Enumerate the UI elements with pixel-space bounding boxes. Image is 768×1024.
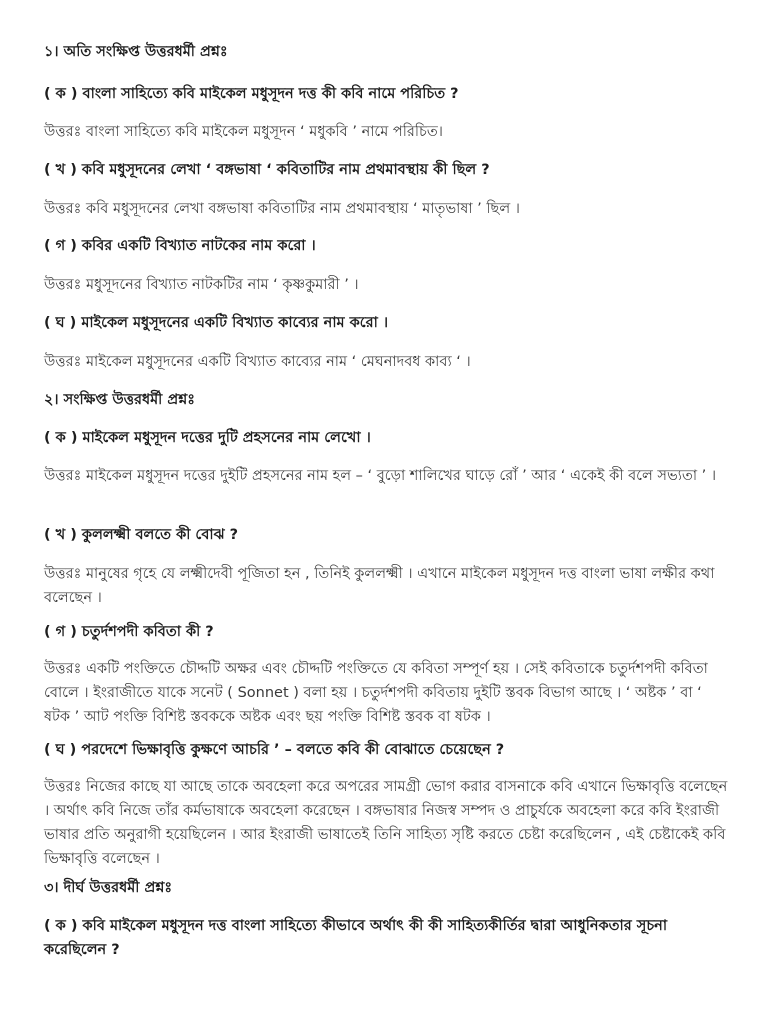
question-3-ka: ( ক ) কবি মাইকেল মধুসূদন দত্ত বাংলা সাহিত্যে কীভাবে অর্থাৎ কী কী সাহিত্যকীর্তির দ্বারা আধুনিকতার সূচনা করেছিলেন ? <box>44 918 668 958</box>
question-1-gha: ( ঘ ) মাইকেল মধুসূদনের একটি বিখ্যাত কাব্যের নাম করো । <box>44 315 389 331</box>
question-1-ga: ( গ ) কবির একটি বিখ্যাত নাটকের নাম করো । <box>44 238 316 254</box>
question-2-kha: ( খ ) কুললক্ষ্মী বলতে কী বোঝ ? <box>44 527 239 543</box>
question-1-kha: ( খ ) কবি মধুসূদনের লেখা ‘ বঙ্গভাষা ‘ কবিতাটির নাম প্রথমাবস্থায় কী ছিল ? <box>44 162 490 178</box>
question-1-ka: ( ক ) বাংলা সাহিত্যে কবি মাইকেল মধুসূদন দত্ত কী কবি নামে পরিচিত ? <box>44 86 459 102</box>
question-2-gha: ( ঘ ) পরদেশে ভিক্ষাবৃত্তি কুক্ষণে আচরি ’ – বলতে কবি কী বোঝাতে চেয়েছেন ? <box>44 742 505 758</box>
answer-2-ka: উত্তরঃ মাইকেল মধুসূদন দত্তের দুইটি প্রহসনের নাম হল – ‘ বুড়ো শালিখের ঘাড়ে রোঁ ’ আর ‘ একেই কী বলে সভ্যতা ’ । <box>44 468 717 484</box>
question-2-ka: ( ক ) মাইকেল মধুসূদন দত্তের দুটি প্রহসনের নাম লেখো । <box>44 430 371 446</box>
answer-2-gha: উত্তরঃ নিজের কাছে যা আছে তাকে অবহেলা করে অপরের সামগ্রী ভোগ করার বাসনাকে কবি এখানে ভিক্ষাবৃত্তি বলেছেন । অর্থাৎ কবি নিজে তাঁর কর্মভাষাকে অবহেলা করেছেন । বঙ্গভাষার নিজস্ব সম্পদ ও প্রাচুর্যকে অবহেলা করে কবি ইংরাজী ভাষার প্রতি অনুরাগী হয়েছিলেন । আর ইংরাজী ভাষাতেই তিনি সাহিত্য সৃষ্টি করতে চেষ্টা করেছিলেন , এই চেষ্টাকেই কবি ভিক্ষাবৃত্তি বলেছেন । <box>44 779 728 867</box>
section-heading-1: ১। অতি সংক্ষিপ্ত উত্তরধর্মী প্রশ্নঃ <box>44 44 228 60</box>
answer-2-ga: উত্তরঃ একটি পংক্তিতে চৌদ্দটি অক্ষর এবং চৌদ্দটি পংক্তিতে যে কবিতা সম্পূর্ণ হয় । সেই কবিতাকে চতুর্দশপদী কবিতা বোলে । ইংরাজীতে যাকে সনেট ( Sonnet ) বলা হয় । চতুর্দশপদী কবিতায় দুইটি স্তবক বিভাগ আছে । ‘ অষ্টক ’ বা ‘ ষটক ’ আট পংক্তি বিশিষ্ট স্তবককে অষ্টক এবং ছয় পংক্তি বিশিষ্ট স্তবক বা ষটক । <box>44 661 708 725</box>
question-2-ga: ( গ ) চতুর্দশপদী কবিতা কী ? <box>44 624 214 640</box>
answer-2-kha: উত্তরঃ মানুষের গৃহে যে লক্ষ্মীদেবী পূজিতা হন , তিনিই কুললক্ষ্মী । এখানে মাইকেল মধুসূদন দত্ত বাংলা ভাষা লক্ষীর কথা বলেছেন । <box>44 566 715 606</box>
answer-1-ka: উত্তরঃ বাংলা সাহিত্যে কবি মাইকেল মধুসূদন ‘ মধুকবি ’ নামে পরিচিত। <box>44 124 443 140</box>
section-heading-2: ২। সংক্ষিপ্ত উত্তরধর্মী প্রশ্নঃ <box>44 392 196 408</box>
answer-1-gha: উত্তরঃ মাইকেল মধুসূদনের একটি বিখ্যাত কাব্যের নাম ‘ মেঘনাদবধ কাব্য ‘ । <box>44 354 471 370</box>
section-heading-3: ৩। দীর্ঘ উত্তরধর্মী প্রশ্নঃ <box>44 880 173 896</box>
answer-1-kha: উত্তরঃ কবি মধুসূদনের লেখা বঙ্গভাষা কবিতাটির নাম প্রথমাবস্থায় ‘ মাতৃভাষা ’ ছিল । <box>44 201 520 217</box>
answer-1-ga: উত্তরঃ মধুসূদনের বিখ্যাত নাটকটির নাম ‘ কৃষ্ণকুমারী ’ । <box>44 277 359 293</box>
